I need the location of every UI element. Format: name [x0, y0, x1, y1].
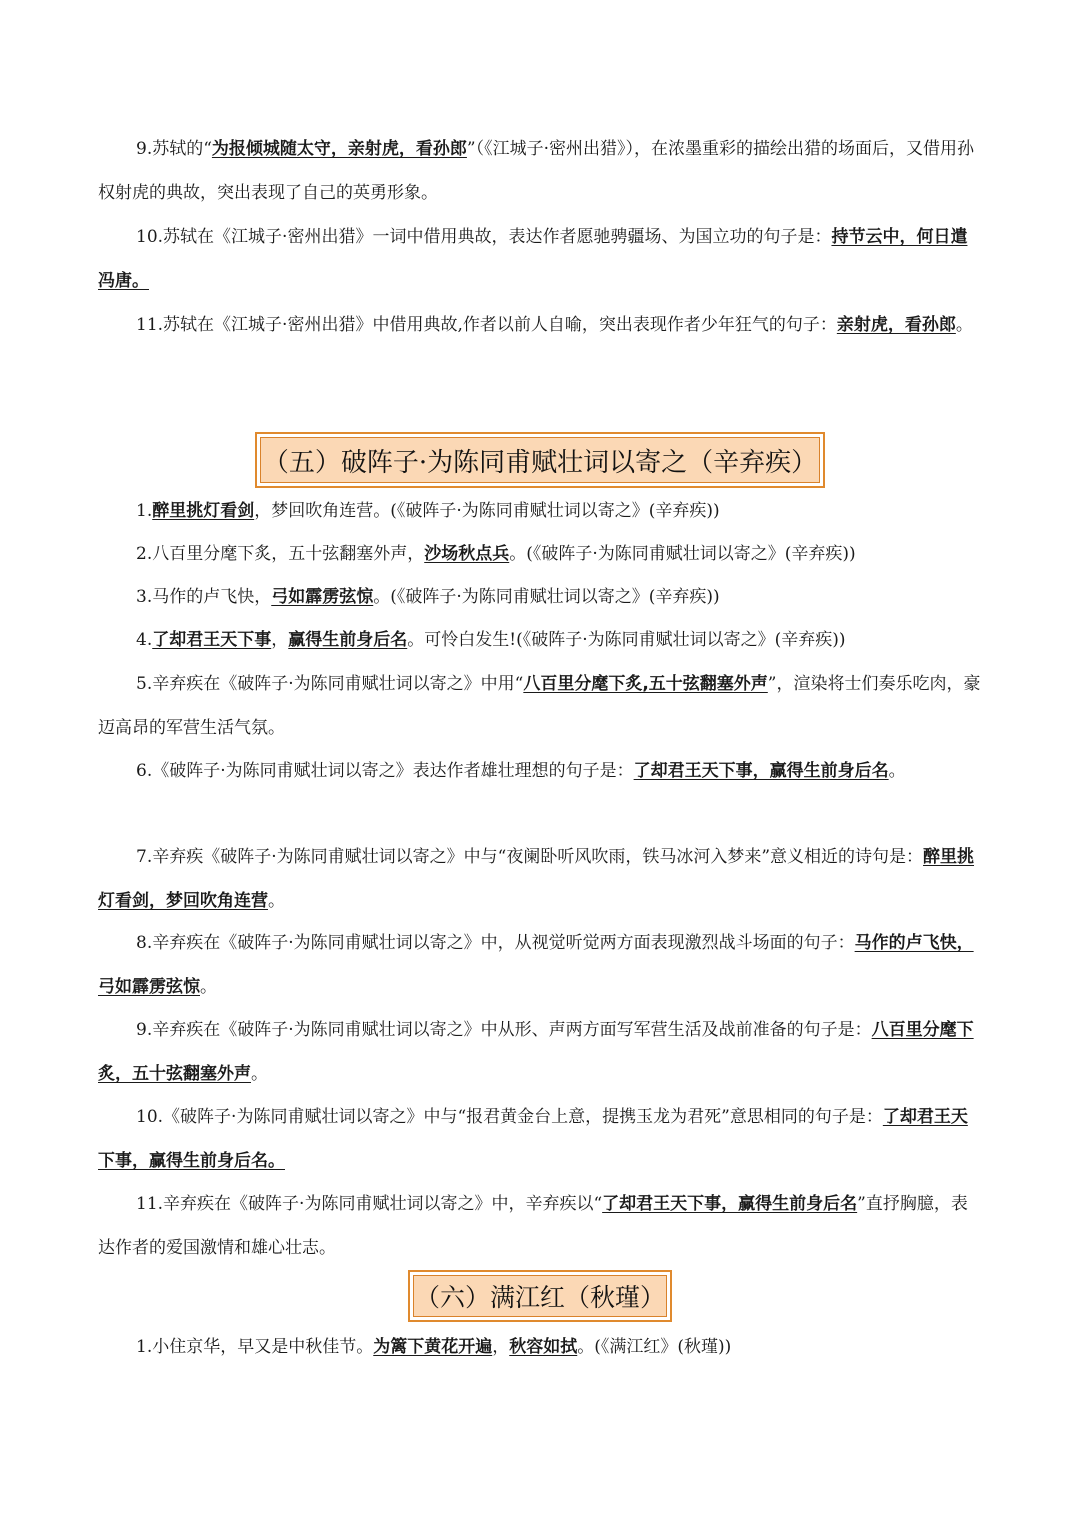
list-item: 4.了却君王天下事，赢得生前身后名。可怜白发生!(《破阵子·为陈同甫赋壮词以寄之》(辛弃疾)): [136, 630, 846, 650]
list-item: 11.辛弃疾在《破阵子·为陈同甫赋壮词以寄之》中，辛弃疾以“了却君王天下事，赢得生前身后名”直抒胸臆，表达作者的爱国激情和雄心壮志。: [98, 1194, 968, 1258]
list-item: 10.苏轼在《江城子·密州出猎》一词中借用典故，表达作者愿驰骋疆场、为国立功的句子是：持节云中，何日遣冯唐。: [98, 227, 968, 291]
answer-text: 了却君王天下事，赢得生前身后名: [602, 1194, 858, 1214]
list-item: 5.辛弃疾在《破阵子·为陈同甫赋壮词以寄之》中用“八百里分麾下炙,五十弦翻塞外声”，渲染将士们奏乐吃肉，豪迈高昂的军营生活气氛。: [98, 674, 981, 738]
list-item: 3.马作的卢飞快，弓如霹雳弦惊。(《破阵子·为陈同甫赋壮词以寄之》(辛弃疾)): [136, 587, 720, 607]
list-item: 6.《破阵子·为陈同甫赋壮词以寄之》表达作者雄壮理想的句子是：了却君王天下事，赢得生前身后名。: [136, 761, 906, 781]
answer-text: 八百里分麾下炙,五十弦翻塞外声: [523, 674, 768, 694]
list-item: 10.《破阵子·为陈同甫赋壮词以寄之》中与“报君黄金台上意，提携玉龙为君死”意思相同的句子是：了却君王天下事，赢得生前身后名。: [98, 1107, 968, 1171]
answer-text: 了却君王天下事，赢得生前身后名: [633, 761, 889, 781]
answer-text: 为篱下黄花开遍: [373, 1337, 493, 1357]
answer-text: 为报倾城随太守，亲射虎，看孙郎: [211, 139, 467, 159]
list-item: 2.八百里分麾下炙，五十弦翻塞外声，沙场秋点兵。(《破阵子·为陈同甫赋壮词以寄之》(辛弃疾)): [136, 544, 856, 564]
list-item: 8.辛弃疾在《破阵子·为陈同甫赋壮词以寄之》中，从视觉听觉两方面表现激烈战斗场面的句子：马作的卢飞快，弓如霹雳弦惊。: [98, 933, 974, 997]
answer-text: 亲射虎，看孙郎: [836, 315, 956, 335]
answer-text: 了却君王天下事: [152, 630, 272, 650]
answer-text: 持节云中，何日遣冯唐。: [98, 227, 968, 291]
list-item: 7.辛弃疾《破阵子·为陈同甫赋壮词以寄之》中与“夜阑卧听风吹雨，铁马冰河入梦来”意义相近的诗句是：醉里挑灯看剑，梦回吹角连营。: [98, 847, 975, 911]
section-heading: （五）破阵子·为陈同甫赋壮词以寄之（辛弃疾）: [260, 437, 820, 483]
list-item: 9.苏轼的“为报倾城随太守，亲射虎，看孙郎”（《江城子·密州出猎》），在浓墨重彩的描绘出猎的场面后，又借用孙权射虎的典故，突出表现了自己的英勇形象。: [98, 139, 975, 203]
answer-text: 了却君王天下事，赢得生前身后名。: [98, 1107, 968, 1171]
answer-text: 秋容如拭: [509, 1337, 578, 1357]
answer-text: 醉里挑灯看剑，梦回吹角连营: [98, 847, 975, 911]
list-item: 1.小住京华，早又是中秋佳节。为篱下黄花开遍，秋容如拭。(《满江红》(秋瑾)): [136, 1337, 732, 1357]
list-item: 9.辛弃疾在《破阵子·为陈同甫赋壮词以寄之》中从形、声两方面写军营生活及战前准备的句子是：八百里分麾下炙，五十弦翻塞外声。: [98, 1020, 974, 1084]
section-heading: （六）满江红（秋瑾）: [413, 1275, 667, 1317]
list-item: 11.苏轼在《江城子·密州出猎》中借用典故,作者以前人自喻，突出表现作者少年狂气的句子：亲射虎，看孙郎。: [136, 315, 973, 335]
answer-text: 弓如霹雳弦惊: [271, 587, 374, 607]
answer-text: 沙场秋点兵: [424, 544, 510, 564]
answer-text: 马作的卢飞快，弓如霹雳弦惊: [98, 933, 974, 997]
answer-text: 醉里挑灯看剑: [152, 501, 255, 521]
list-item: 1.醉里挑灯看剑，梦回吹角连营。(《破阵子·为陈同甫赋壮词以寄之》(辛弃疾)): [136, 501, 720, 521]
answer-text: 赢得生前身后名: [288, 630, 408, 650]
answer-text: 八百里分麾下炙，五十弦翻塞外声: [98, 1020, 974, 1084]
